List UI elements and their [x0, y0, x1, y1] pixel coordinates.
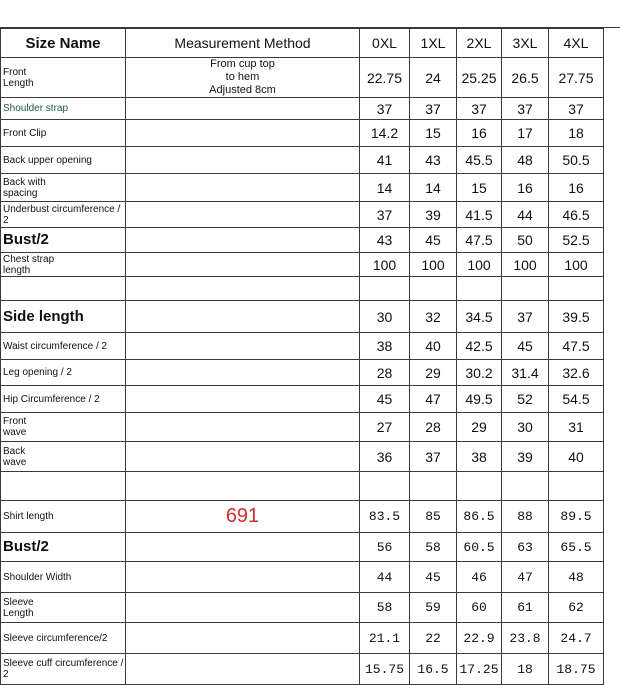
measurement-label: Shoulder Width — [1, 562, 126, 593]
size-value-cell: 18 — [549, 120, 604, 147]
size-value-cell: 31 — [549, 413, 604, 442]
measurement-label: Shoulder strap — [1, 98, 126, 120]
size-value-cell: 37 — [410, 442, 457, 472]
size-value-cell: 52 — [502, 386, 549, 413]
measurement-method-cell — [126, 654, 360, 685]
measurement-method-cell — [126, 202, 360, 228]
measurement-row — [1, 654, 604, 685]
measurement-method-cell — [126, 98, 360, 120]
size-value-cell: 15 — [410, 120, 457, 147]
measurement-method-cell — [126, 623, 360, 654]
measurement-row — [1, 386, 604, 413]
size-value-cell: 44 — [360, 562, 410, 593]
size-value-cell — [549, 277, 604, 301]
measurement-label: Sleeve cuff circumference / 2 — [1, 654, 126, 685]
measurement-label: Waist circumference / 2 — [1, 333, 126, 360]
measurement-row — [1, 442, 604, 472]
size-value-cell: 40 — [410, 333, 457, 360]
size-value-cell: 37 — [502, 98, 549, 120]
size-value-cell: 30 — [360, 301, 410, 333]
size-value-cell: 50 — [502, 228, 549, 253]
size-value-cell: 14 — [360, 174, 410, 202]
measurement-label: Front Clip — [1, 120, 126, 147]
measurement-row — [1, 562, 604, 593]
size-value-cell: 47.5 — [457, 228, 502, 253]
size-value-cell: 37 — [360, 98, 410, 120]
size-value-cell: 14 — [410, 174, 457, 202]
size-value-cell: 29 — [457, 413, 502, 442]
size-value-cell: 24 — [410, 58, 457, 98]
size-value-cell: 22 — [410, 623, 457, 654]
measurement-method-cell — [126, 120, 360, 147]
size-value-cell: 17 — [502, 120, 549, 147]
size-value-cell: 30.2 — [457, 360, 502, 386]
size-value-cell: 14.2 — [360, 120, 410, 147]
size-value-cell: 58 — [360, 593, 410, 623]
size-value-cell — [549, 472, 604, 501]
size-value-cell: 49.5 — [457, 386, 502, 413]
measurement-label — [1, 277, 126, 301]
size-value-cell: 31.4 — [502, 360, 549, 386]
measurement-label: Back with spacing — [1, 174, 126, 202]
size-value-cell — [502, 472, 549, 501]
size-value-cell: 46 — [457, 562, 502, 593]
size-value-cell: 45 — [410, 228, 457, 253]
size-value-cell: 48 — [502, 147, 549, 174]
size-value-cell: 41.5 — [457, 202, 502, 228]
size-value-cell: 83.5 — [360, 501, 410, 533]
size-value-cell: 18.75 — [549, 654, 604, 685]
size-value-cell: 39.5 — [549, 301, 604, 333]
measurement-method-cell — [126, 301, 360, 333]
size-header-4xl: 4XL — [549, 29, 604, 58]
size-value-cell: 46.5 — [549, 202, 604, 228]
size-value-cell: 30 — [502, 413, 549, 442]
size-chart-body — [1, 29, 604, 685]
size-value-cell: 60 — [457, 593, 502, 623]
measurement-label: Bust/2 — [1, 228, 126, 253]
measurement-method-cell — [126, 442, 360, 472]
measurement-row — [1, 202, 604, 228]
measurement-row — [1, 333, 604, 360]
size-value-cell: 40 — [549, 442, 604, 472]
size-header-2xl: 2XL — [457, 29, 502, 58]
size-value-cell: 45 — [360, 386, 410, 413]
measurement-row — [1, 472, 604, 501]
size-value-cell: 44 — [502, 202, 549, 228]
size-value-cell: 100 — [410, 253, 457, 277]
measurement-label: Bust/2 — [1, 533, 126, 562]
size-value-cell: 22.75 — [360, 58, 410, 98]
measurement-row — [1, 253, 604, 277]
size-value-cell: 89.5 — [549, 501, 604, 533]
size-value-cell: 37 — [502, 301, 549, 333]
measurement-method-cell — [126, 593, 360, 623]
size-value-cell: 27.75 — [549, 58, 604, 98]
size-value-cell: 39 — [410, 202, 457, 228]
size-value-cell: 42.5 — [457, 333, 502, 360]
size-value-cell: 47 — [502, 562, 549, 593]
size-value-cell: 26.5 — [502, 58, 549, 98]
measurement-row — [1, 174, 604, 202]
measurement-label: Hip Circumference / 2 — [1, 386, 126, 413]
size-value-cell: 65.5 — [549, 533, 604, 562]
size-value-cell: 38 — [457, 442, 502, 472]
measurement-row — [1, 413, 604, 442]
measurement-label: Back upper opening — [1, 147, 126, 174]
size-value-cell: 16.5 — [410, 654, 457, 685]
size-value-cell — [410, 277, 457, 301]
size-value-cell: 85 — [410, 501, 457, 533]
measurement-row — [1, 533, 604, 562]
measurement-method-note: From cup top to hem Adjusted 8cm — [126, 58, 360, 98]
measurement-method-cell — [126, 174, 360, 202]
size-value-cell: 58 — [410, 533, 457, 562]
size-value-cell: 27 — [360, 413, 410, 442]
size-value-cell: 100 — [457, 253, 502, 277]
measurement-method-cell — [126, 413, 360, 442]
size-value-cell — [360, 277, 410, 301]
size-header-0xl: 0XL — [360, 29, 410, 58]
size-value-cell: 52.5 — [549, 228, 604, 253]
measurement-label — [1, 472, 126, 501]
size-value-cell: 24.7 — [549, 623, 604, 654]
size-value-cell: 17.25 — [457, 654, 502, 685]
size-value-cell: 48 — [549, 562, 604, 593]
measurement-method-cell — [126, 386, 360, 413]
size-name-header: Size Name — [1, 29, 126, 58]
measurement-row — [1, 120, 604, 147]
measurement-label: Front Length — [1, 58, 126, 98]
measurement-row — [1, 277, 604, 301]
size-value-cell: 28 — [410, 413, 457, 442]
measurement-label: Chest strap length — [1, 253, 126, 277]
size-value-cell: 32.6 — [549, 360, 604, 386]
size-value-cell: 28 — [360, 360, 410, 386]
size-value-cell: 36 — [360, 442, 410, 472]
measurement-row — [1, 301, 604, 333]
measurement-label: Sleeve circumference/2 — [1, 623, 126, 654]
size-value-cell — [502, 277, 549, 301]
measurement-method-cell — [126, 472, 360, 501]
size-value-cell: 16 — [457, 120, 502, 147]
measurement-label: Back wave — [1, 442, 126, 472]
size-value-cell: 59 — [410, 593, 457, 623]
size-value-cell: 56 — [360, 533, 410, 562]
size-value-cell: 37 — [549, 98, 604, 120]
red-stamp-number: 691 — [126, 501, 360, 533]
size-value-cell: 15 — [457, 174, 502, 202]
size-chart-table — [0, 28, 604, 685]
size-value-cell: 23.8 — [502, 623, 549, 654]
size-value-cell: 21.1 — [360, 623, 410, 654]
size-value-cell: 25.25 — [457, 58, 502, 98]
size-value-cell: 86.5 — [457, 501, 502, 533]
measurement-row — [1, 58, 604, 98]
measurement-label: Side length — [1, 301, 126, 333]
measurement-row — [1, 147, 604, 174]
size-value-cell: 45 — [502, 333, 549, 360]
size-header-1xl: 1XL — [410, 29, 457, 58]
size-value-cell: 100 — [360, 253, 410, 277]
size-value-cell: 37 — [360, 202, 410, 228]
measurement-label: Front wave — [1, 413, 126, 442]
size-value-cell: 29 — [410, 360, 457, 386]
size-value-cell: 22.9 — [457, 623, 502, 654]
measurement-method-cell — [126, 533, 360, 562]
size-value-cell — [410, 472, 457, 501]
measurement-label: Shirt length — [1, 501, 126, 533]
size-value-cell: 43 — [360, 228, 410, 253]
size-value-cell: 39 — [502, 442, 549, 472]
top-blank-row — [0, 0, 620, 28]
size-value-cell: 100 — [502, 253, 549, 277]
size-value-cell: 34.5 — [457, 301, 502, 333]
measurement-label: Underbust circumference / 2 — [1, 202, 126, 228]
size-value-cell: 54.5 — [549, 386, 604, 413]
measurement-method-cell — [126, 360, 360, 386]
measurement-row — [1, 360, 604, 386]
measurement-method-cell — [126, 253, 360, 277]
measurement-label: Sleeve Length — [1, 593, 126, 623]
size-value-cell: 16 — [502, 174, 549, 202]
size-value-cell: 41 — [360, 147, 410, 174]
measurement-method-cell — [126, 333, 360, 360]
size-value-cell: 32 — [410, 301, 457, 333]
measurement-row — [1, 501, 604, 533]
size-header-3xl: 3XL — [502, 29, 549, 58]
measurement-label: Leg opening / 2 — [1, 360, 126, 386]
size-value-cell: 16 — [549, 174, 604, 202]
measurement-row — [1, 593, 604, 623]
size-value-cell — [457, 277, 502, 301]
measurement-row — [1, 98, 604, 120]
measurement-method-cell — [126, 562, 360, 593]
size-value-cell: 62 — [549, 593, 604, 623]
size-value-cell: 37 — [457, 98, 502, 120]
measurement-method-header: Measurement Method — [126, 29, 360, 58]
size-value-cell: 37 — [410, 98, 457, 120]
size-value-cell: 45.5 — [457, 147, 502, 174]
size-value-cell: 60.5 — [457, 533, 502, 562]
size-value-cell: 100 — [549, 253, 604, 277]
size-value-cell: 18 — [502, 654, 549, 685]
measurement-method-cell — [126, 228, 360, 253]
measurement-row — [1, 228, 604, 253]
header-row — [1, 29, 604, 58]
measurement-method-cell — [126, 147, 360, 174]
size-value-cell: 15.75 — [360, 654, 410, 685]
measurement-method-cell — [126, 277, 360, 301]
size-value-cell: 63 — [502, 533, 549, 562]
size-value-cell: 45 — [410, 562, 457, 593]
size-value-cell — [360, 472, 410, 501]
size-value-cell: 88 — [502, 501, 549, 533]
size-value-cell: 38 — [360, 333, 410, 360]
size-value-cell: 47 — [410, 386, 457, 413]
size-value-cell: 43 — [410, 147, 457, 174]
size-value-cell: 50.5 — [549, 147, 604, 174]
size-value-cell — [457, 472, 502, 501]
measurement-row — [1, 623, 604, 654]
size-value-cell: 61 — [502, 593, 549, 623]
size-value-cell: 47.5 — [549, 333, 604, 360]
